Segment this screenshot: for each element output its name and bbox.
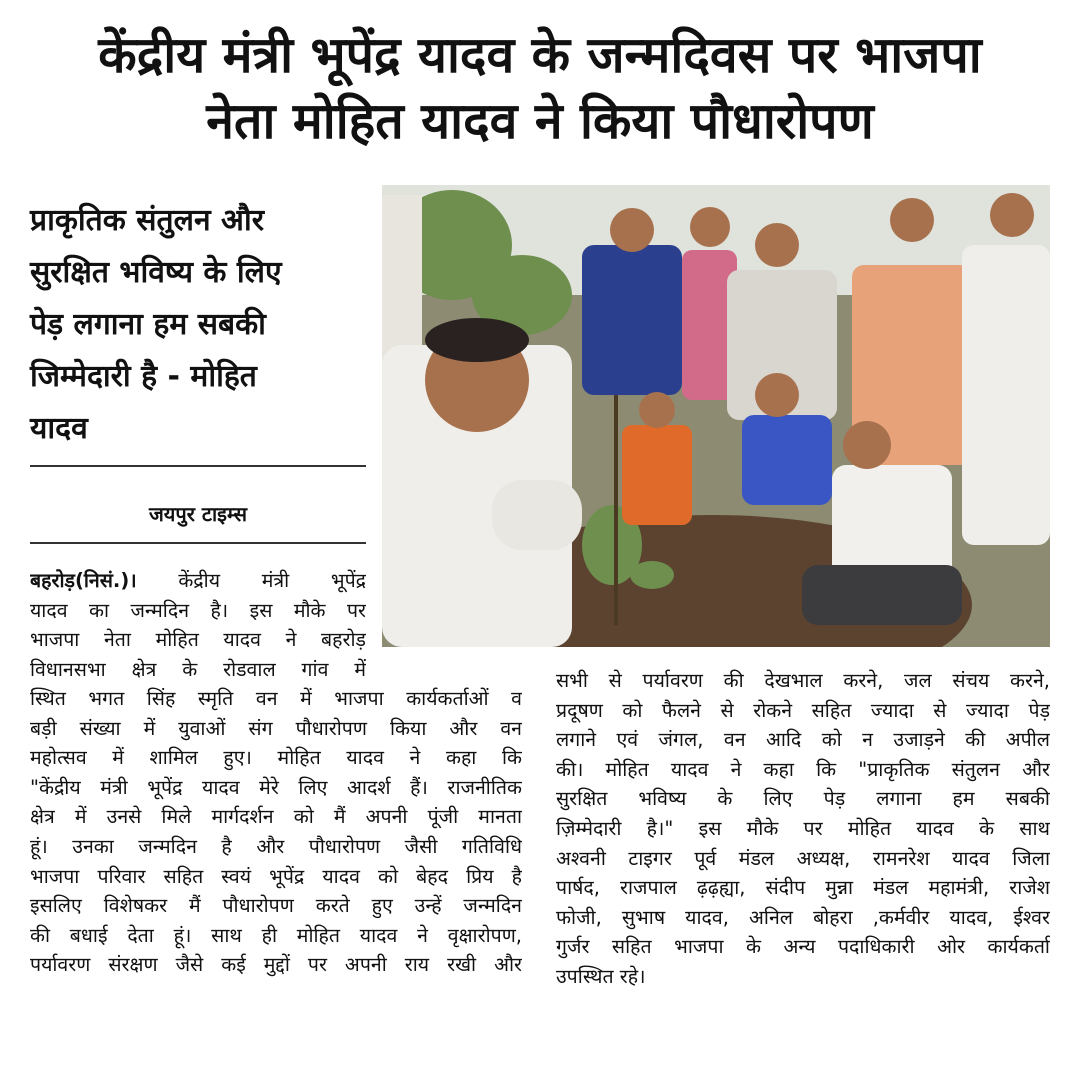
article-line: विधानसभा क्षेत्र के रोडवाल गांव में xyxy=(30,657,366,681)
news-photo xyxy=(382,185,1050,647)
subheadline-line: जिम्मेदारी है - मोहित xyxy=(30,359,257,394)
article-line: यादव का जन्मदिन है। इस मौके पर xyxy=(30,598,366,622)
article-column-left-top xyxy=(30,566,366,684)
article-line: उपस्थित रहे। xyxy=(556,964,646,988)
subheadline-line: प्राकृतिक संतुलन और xyxy=(30,203,265,238)
article-line: भाजपा नेता मोहित यादव ने बहरोड़ xyxy=(30,628,366,652)
article-line: "केंद्रीय मंत्री भूपेंद्र यादव मेरे लिए आदर्श हैं। राजनीतिक xyxy=(30,775,522,799)
article-line: प्रदूषण को फैलने से रोकने सहित ज्यादा से ज्यादा पेड़ xyxy=(556,698,1050,722)
divider-rule xyxy=(30,542,366,544)
headline-line-2: नेता मोहित यादव ने किया पौधारोपण xyxy=(206,92,874,150)
dateline: बहरोड़(निसं.)। xyxy=(30,569,137,592)
article-line: स्थित भगत सिंह स्मृति वन में भाजपा कार्यकर्ताओं व xyxy=(30,687,522,710)
article-line: इसलिए विशेषकर मैं पौधारोपण करते हुए उन्हें जन्मदिन xyxy=(30,894,522,918)
subheadline xyxy=(30,195,370,455)
article-line: भाजपा परिवार सहित स्वयं भूपेंद्र यादव को बेहद प्रिय है xyxy=(30,864,522,888)
article-line: सभी से पर्यावरण की देखभाल करने, जल संचय करने, xyxy=(556,669,1050,692)
article-line: पार्षद, राजपाल ढ़ढ़ह्या, संदीप मुन्ना मंडल महामंत्री, राजेश xyxy=(556,876,1050,900)
article-line: सुरक्षित भविष्य के लिए पेड़ लगाना हम सबकी xyxy=(556,787,1050,811)
article-line: बहरोड़(निसं.)। केंद्रीय मंत्री भूपेंद्र xyxy=(30,569,366,592)
divider-rule xyxy=(30,465,366,467)
article-column-right xyxy=(556,666,1050,992)
article-line: ज़िम्मेदारी है।" इस मौके पर मोहित यादव के साथ xyxy=(556,816,1050,840)
article-line: बड़ी संख्या में युवाओं संग पौधारोपण किया और वन xyxy=(30,716,522,740)
article-line: फोजी, सुभाष यादव, अनिल बोहरा ,कर्मवीर यादव, ईश्वर xyxy=(556,905,1050,929)
article-line: अश्वनी टाइगर पूर्व मंडल अध्यक्ष, रामनरेश यादव जिला xyxy=(556,846,1050,870)
article-line: महोत्सव में शामिल हुए। मोहित यादव ने कहा कि xyxy=(30,746,522,770)
headline xyxy=(20,22,1060,154)
subheadline-line: सुरक्षित भविष्य के लिए xyxy=(30,255,282,290)
article-line: हूं। उनका जन्मदिन है और पौधारोपण जैसी गतिविधि xyxy=(30,834,522,858)
article-line: गुर्जर सहित भाजपा के अन्य पदाधिकारी ओर कार्यकर्ता xyxy=(556,935,1050,959)
plantation-photo-illustration xyxy=(382,185,1050,647)
subheadline-line: यादव xyxy=(30,411,88,446)
article-line: क्षेत्र में उनसे मिले मार्गदर्शन को मैं अपनी पूंजी मानता xyxy=(30,805,522,829)
byline: जयपुर टाइम्स xyxy=(148,502,248,526)
article-line: लगाने एवं जंगल, वन आदि को न उजाड़ने की अपील xyxy=(556,728,1050,752)
article-line: पर्यावरण संरक्षण जैसे कई मुद्दों पर अपनी राय रखी और xyxy=(30,953,522,977)
subheadline-line: पेड़ लगाना हम सबकी xyxy=(30,307,266,342)
sapling-stem xyxy=(614,355,618,625)
article-column-left-bottom xyxy=(30,684,522,980)
article-line: की। मोहित यादव ने कहा कि "प्राकृतिक संतुलन और xyxy=(556,757,1050,781)
article-line: की बधाई देता हूं। साथ ही मोहित यादव ने वृक्षारोपण, xyxy=(30,923,522,947)
headline-line-1: केंद्रीय मंत्री भूपेंद्र यादव के जन्मदिवस पर भाजपा xyxy=(98,26,982,84)
